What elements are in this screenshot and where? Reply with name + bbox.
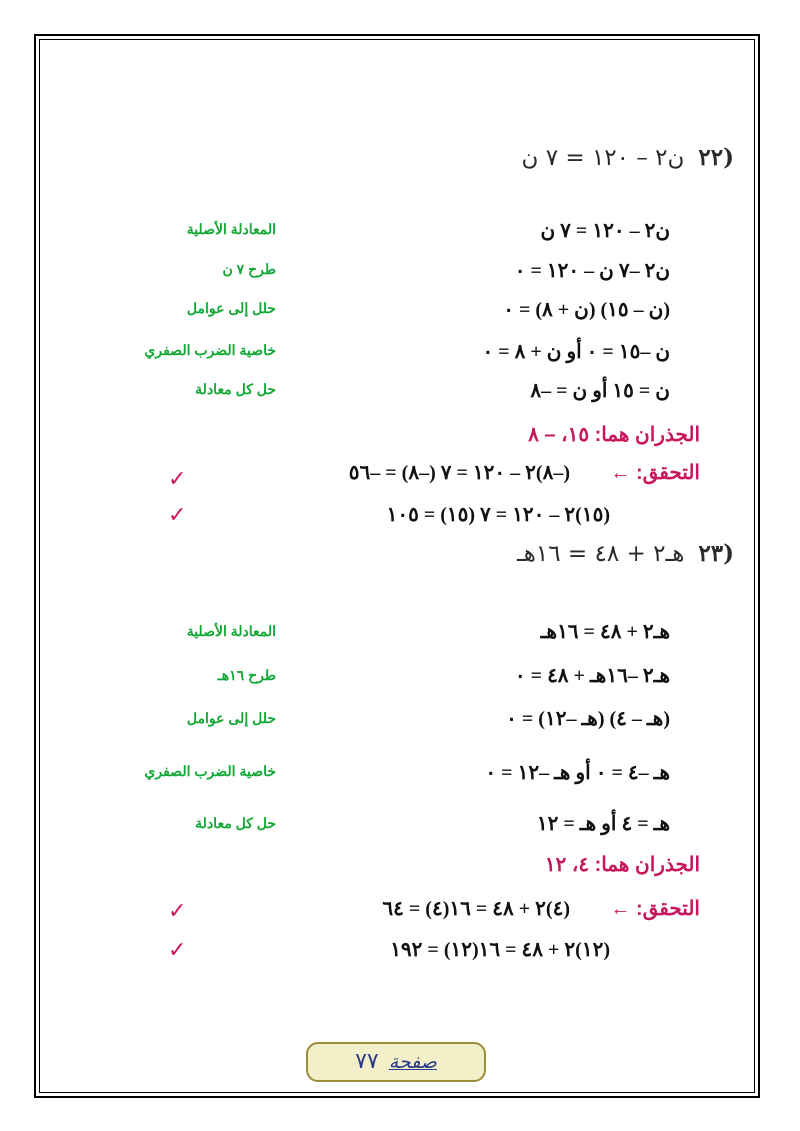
problem-22-heading bbox=[521, 144, 734, 171]
p22-roots: الجذران هما: ١٥، – ٨ bbox=[528, 424, 700, 446]
arrow-left-icon: ← bbox=[610, 462, 631, 484]
p22-check-line-2: (١٥)٢ – ١٢٠ = ٧ (١٥) = ١٠٥ bbox=[386, 504, 610, 526]
problem-22-number: (٢٢ bbox=[698, 144, 734, 171]
p23-reason-5: حل كل معادلة bbox=[195, 815, 276, 831]
problem-23-equation: هـ٢ + ٤٨ = ١٦هـ bbox=[517, 541, 685, 567]
p22-step-5: ن = ١٥ أو ن = –٨ bbox=[530, 380, 670, 402]
p22-step-1: ن٢ – ١٢٠ = ٧ ن bbox=[540, 220, 670, 242]
p23-reason-3: حلل إلى عوامل bbox=[186, 710, 276, 726]
checkmark-icon: ✓ bbox=[168, 467, 187, 492]
p23-check-title: التحقق: bbox=[635, 898, 700, 920]
p23-roots: الجذران هما: ٤، ١٢ bbox=[544, 854, 700, 876]
problem-22-equation: ن٢ – ١٢٠ = ٧ ن bbox=[521, 145, 685, 171]
p22-step-3: (ن – ١٥) (ن + ٨) = ٠ bbox=[503, 299, 670, 321]
p22-reason-1: المعادلة الأصلية bbox=[186, 221, 276, 237]
p23-check-line-1: (٤)٢ + ٤٨ = ١٦(٤) = ٦٤ bbox=[382, 898, 570, 920]
problem-23-heading bbox=[517, 540, 734, 567]
p23-reason-2: طرح ١٦هـ bbox=[217, 667, 276, 683]
p23-reason-4: خاصية الضرب الصفري bbox=[144, 763, 276, 779]
p23-step-1: هـ٢ + ٤٨ = ١٦هـ bbox=[540, 621, 670, 643]
p23-step-5: هـ = ٤ أو هـ = ١٢ bbox=[536, 813, 670, 835]
problem-23-number: (٢٣ bbox=[698, 540, 734, 567]
p22-step-4: ن –١٥ = ٠ أو ن + ٨ = ٠ bbox=[482, 341, 670, 363]
p22-step-2: ن٢ –٧ ن – ١٢٠ = ٠ bbox=[514, 260, 670, 282]
p22-reason-3: حلل إلى عوامل bbox=[186, 300, 276, 316]
p22-check-line-1: (–٨)٢ – ١٢٠ = ٧ (–٨) = –٥٦ bbox=[348, 462, 570, 484]
checkmark-icon: ✓ bbox=[168, 503, 187, 528]
p23-step-3: (هـ – ٤) (هـ –١٢) = ٠ bbox=[506, 708, 670, 730]
page-number: ٧٧ bbox=[355, 1049, 379, 1074]
p22-check-label bbox=[610, 460, 700, 485]
p23-step-4: هـ –٤ = ٠ أو هـ –١٢ = ٠ bbox=[485, 762, 670, 784]
p22-reason-5: حل كل معادلة bbox=[195, 381, 276, 397]
p22-check-title: التحقق: bbox=[635, 462, 700, 484]
p23-reason-1: المعادلة الأصلية bbox=[186, 623, 276, 639]
p23-step-2: هـ٢ –١٦هـ + ٤٨ = ٠ bbox=[514, 665, 670, 687]
arrow-left-icon: ← bbox=[610, 898, 631, 920]
p23-check-line-2: (١٢)٢ + ٤٨ = ١٦(١٢) = ١٩٢ bbox=[390, 939, 610, 961]
checkmark-icon: ✓ bbox=[168, 899, 187, 924]
page-number-badge bbox=[306, 1042, 486, 1082]
p23-check-label bbox=[610, 896, 700, 921]
p22-reason-2: طرح ٧ ن bbox=[222, 261, 276, 277]
p22-reason-4: خاصية الضرب الصفري bbox=[144, 342, 276, 358]
page-word: صفحة bbox=[388, 1051, 437, 1073]
checkmark-icon: ✓ bbox=[168, 938, 187, 963]
